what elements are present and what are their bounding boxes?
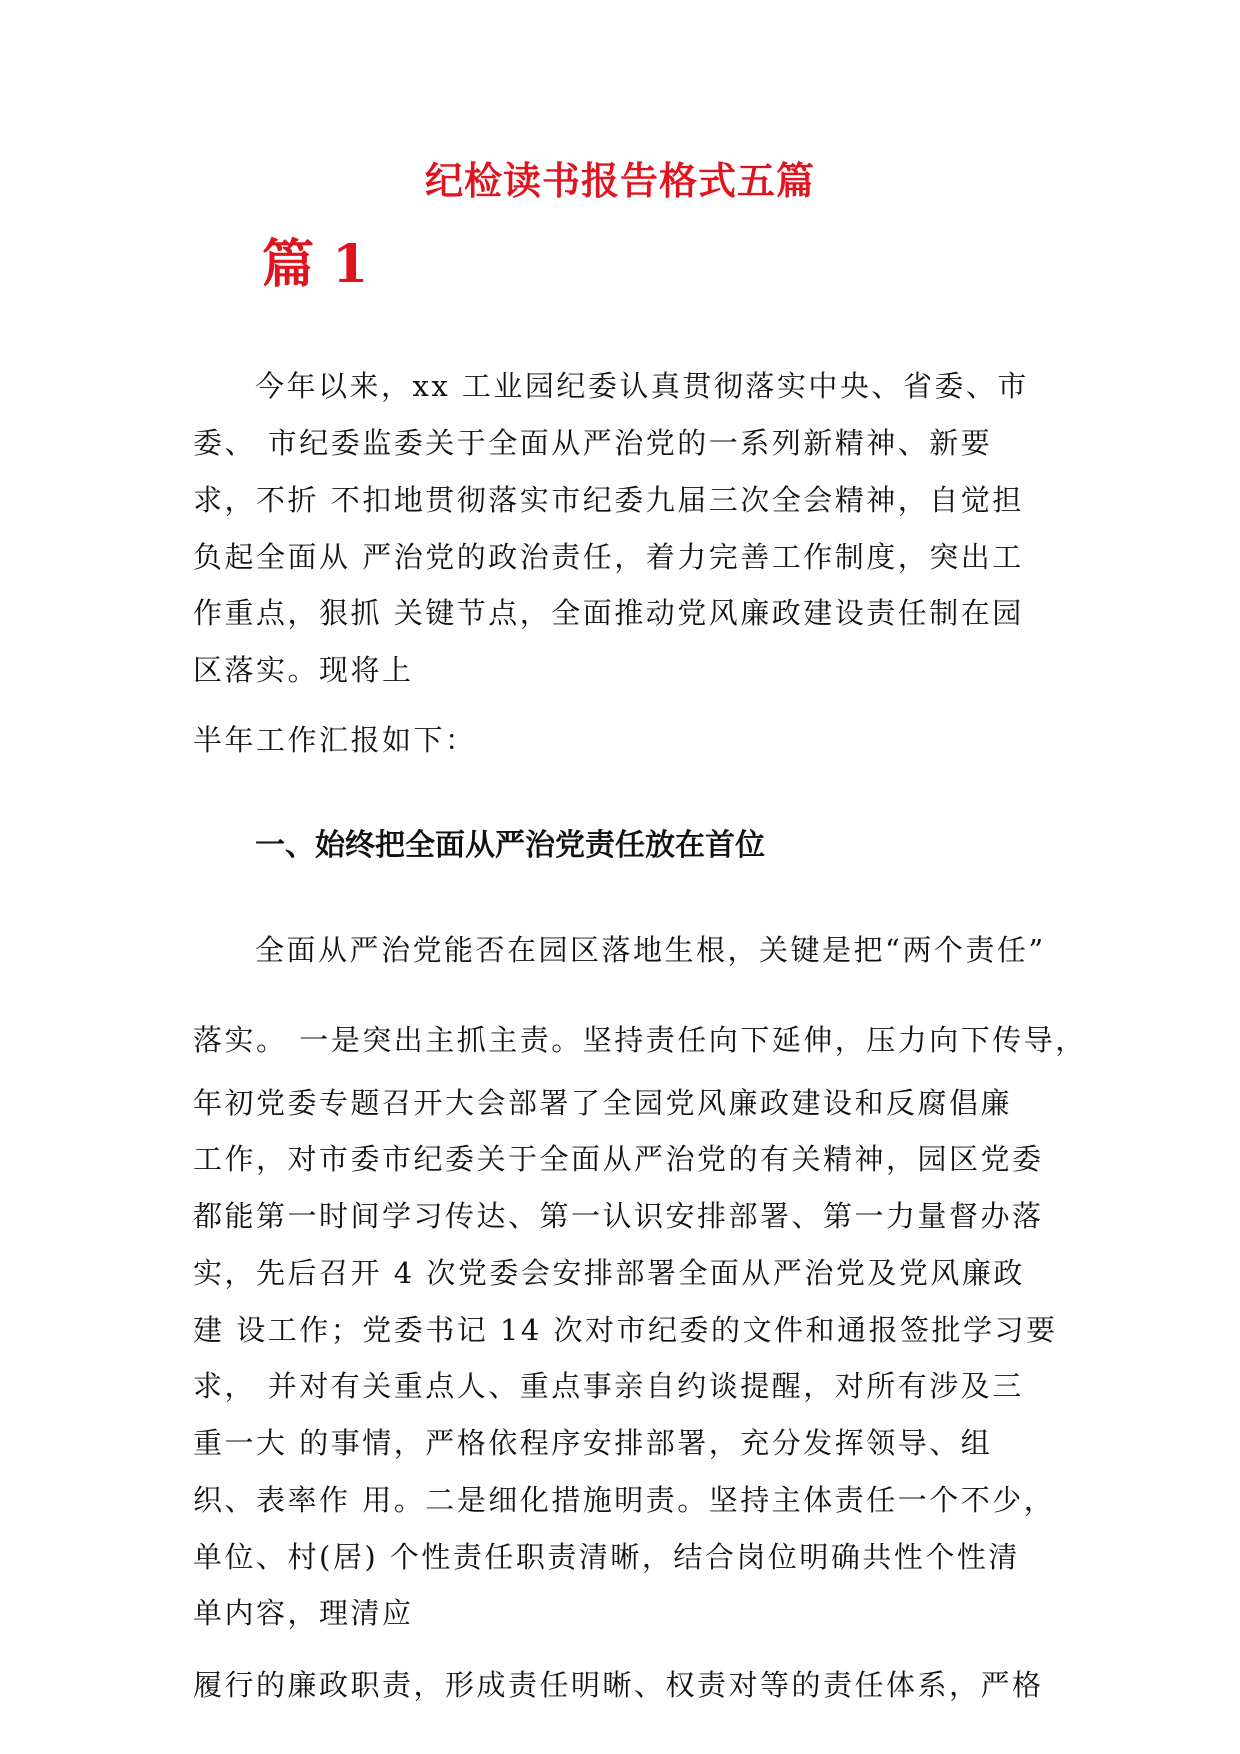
paragraph-line: 单内容，理清应 <box>193 1596 414 1630</box>
paragraph-line: 履行的廉政职责，形成责任明晰、权责对等的责任体系，严格 <box>193 1668 1044 1702</box>
paragraph-line: 实，先后召开 4 次党委会安排部署全面从严治党及党风廉政 <box>193 1256 1025 1290</box>
paragraph-line: 全面从严治党能否在园区落地生根，关键是把“两个责任” <box>255 933 1046 967</box>
paragraph-line: 单位、村(居) 个性责任职责清晰，结合岗位明确共性个性清 <box>193 1540 1020 1574</box>
paragraph-line: 求，不折 不扣地贯彻落实市纪委九届三次全会精神，自觉担 <box>193 483 1024 517</box>
paragraph-line: 都能第一时间学习传达、第一认识安排部署、第一力量督办落 <box>193 1199 1044 1233</box>
paragraph-line: 落实。 一是突出主抓主责。坚持责任向下延伸，压力向下传导， <box>193 1023 1087 1057</box>
paragraph-line: 求， 并对有关重点人、重点事亲自约谈提醒，对所有涉及三 <box>193 1369 1024 1403</box>
paragraph-line: 织、表率作 用。二是细化措施明责。坚持主体责任一个不少， <box>193 1483 1056 1517</box>
paragraph-line: 年初党委专题召开大会部署了全园党风廉政建设和反腐倡廉 <box>193 1086 1013 1120</box>
paragraph-line: 半年工作汇报如下： <box>193 723 477 757</box>
paragraph-line: 负起全面从 严治党的政治责任，着力完善工作制度，突出工 <box>193 540 1024 574</box>
paragraph-line: 工作，对市委市纪委关于全面从严治党的有关精神，园区党委 <box>193 1142 1044 1176</box>
paragraph-line: 区落实。现将上 <box>193 653 414 687</box>
paragraph-line: 重一大 的事情，严格依程序安排部署，充分发挥领导、组 <box>193 1426 993 1460</box>
paragraph-line: 建 设工作；党委书记 14 次对市纪委的文件和通报签批学习要 <box>193 1313 1058 1347</box>
section-heading: 一、始终把全面从严治党责任放在首位 <box>255 828 765 863</box>
paragraph-line: 委、 市纪委监委关于全面从严治党的一系列新精神、新要 <box>193 426 993 460</box>
document-title: 纪检读书报告格式五篇 <box>424 158 815 203</box>
paragraph-line: 作重点，狠抓 关键节点，全面推动党风廉政建设责任制在园 <box>193 596 1024 630</box>
paragraph-line: 今年以来，xx 工业园纪委认真贯彻落实中央、省委、市 <box>255 369 1029 403</box>
section-label: 篇 1 <box>262 234 369 295</box>
